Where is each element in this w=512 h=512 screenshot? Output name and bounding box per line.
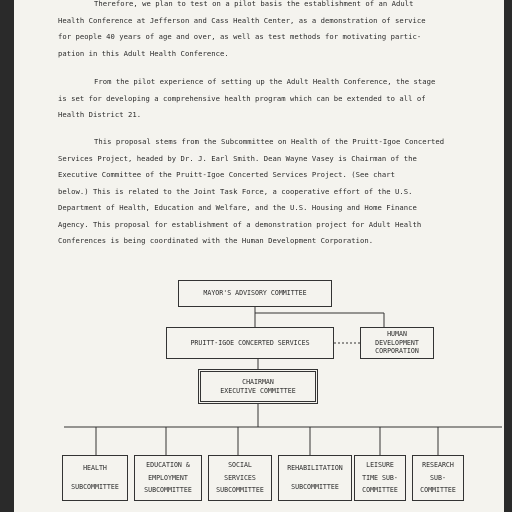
box-label-line: CHAIRMAN	[242, 378, 274, 386]
box-label: PRUITT-IGOE CONCERTED SERVICES	[190, 338, 310, 347]
human-development-corporation-box	[360, 327, 434, 359]
chairman-executive-committee-box	[200, 371, 316, 402]
document-page	[14, 0, 504, 512]
box-label-line: TIME SUB-	[362, 473, 398, 482]
box-label-line: SUBCOMMITTEE	[71, 483, 119, 492]
box-label-line: EDUCATION &	[146, 461, 190, 470]
box-label-line: SUBCOMMITTEE	[216, 486, 264, 495]
box-label-line: CORPORATION	[375, 347, 419, 356]
text-line: Health District 21.	[58, 110, 142, 119]
box-label-line: EXECUTIVE COMMITTEE	[220, 386, 296, 395]
text-line: This proposal stems from the Subcommittee on Health of the Pruitt-Igoe Concerted	[94, 137, 445, 146]
box-label-line: HEALTH	[83, 464, 107, 473]
box-label-line: LEISURE	[366, 461, 394, 470]
text-line: for people 40 years of age and over, as well as test methods for motivating partic-	[58, 32, 422, 41]
box-label-line: REHABILITATION	[287, 464, 343, 473]
health-subcommittee-box	[62, 455, 128, 501]
text-line: Health Conference at Jefferson and Cass Health Center, as a demonstration of service	[58, 15, 426, 25]
text-line: Services Project, headed by Dr. J. Earl Smith. Dean Wayne Vasey is Chairman of the	[58, 153, 417, 163]
box-label-line: SUBCOMMITTEE	[144, 486, 192, 495]
education-employment-subcommittee-box	[134, 455, 202, 501]
text-line: From the pilot experience of setting up the Adult Health Conference, the stage	[94, 77, 436, 86]
social-services-subcommittee-box	[208, 455, 272, 501]
text-line: is set for developing a comprehensive health program which can be extended to all of	[58, 93, 426, 103]
mayors-advisory-committee-box	[178, 280, 332, 307]
box-label-line: SUBCOMMITTEE	[291, 483, 339, 492]
box-label-line: HUMAN	[387, 330, 407, 339]
box-label-line: COMMITTEE	[362, 486, 398, 495]
text-line: Conferences is being coordinated with the Human Development Corporation.	[58, 236, 374, 245]
text-line: Executive Committee of the Pruitt-Igoe Concerted Services Project. (See chart	[58, 170, 396, 179]
box-label-line: RESEARCH	[422, 461, 454, 470]
box-label-line: SOCIAL	[228, 461, 252, 470]
text-line: Agency. This proposal for establishment of a demonstration project for Adult Health	[58, 219, 422, 229]
box-label-line: DEVELOPMENT	[375, 338, 419, 347]
box-label-line: COMMITTEE	[420, 486, 456, 495]
org-chart-connectors	[14, 0, 504, 512]
box-label-line: SUB-	[430, 473, 446, 482]
text-line: Department of Health, Education and Welfare, and the U.S. Housing and Home Finance	[58, 203, 417, 212]
leisure-time-subcommittee-box	[354, 455, 406, 501]
pruitt-igoe-concerted-services-box	[166, 327, 334, 359]
box-label: MAYOR'S ADVISORY COMMITTEE	[203, 289, 307, 298]
box-label-line: SERVICES	[224, 473, 256, 482]
rehabilitation-subcommittee-box	[278, 455, 352, 501]
text-line: pation in this Adult Health Conference.	[58, 48, 229, 58]
research-subcommittee-box	[412, 455, 464, 501]
text-line: below.) This is related to the Joint Task Force, a cooperative effort of the U.S.	[58, 186, 413, 196]
box-label-line: EMPLOYMENT	[148, 473, 188, 482]
text-line: Therefore, we plan to test on a pilot basis the establishment of an Adult	[94, 0, 414, 8]
